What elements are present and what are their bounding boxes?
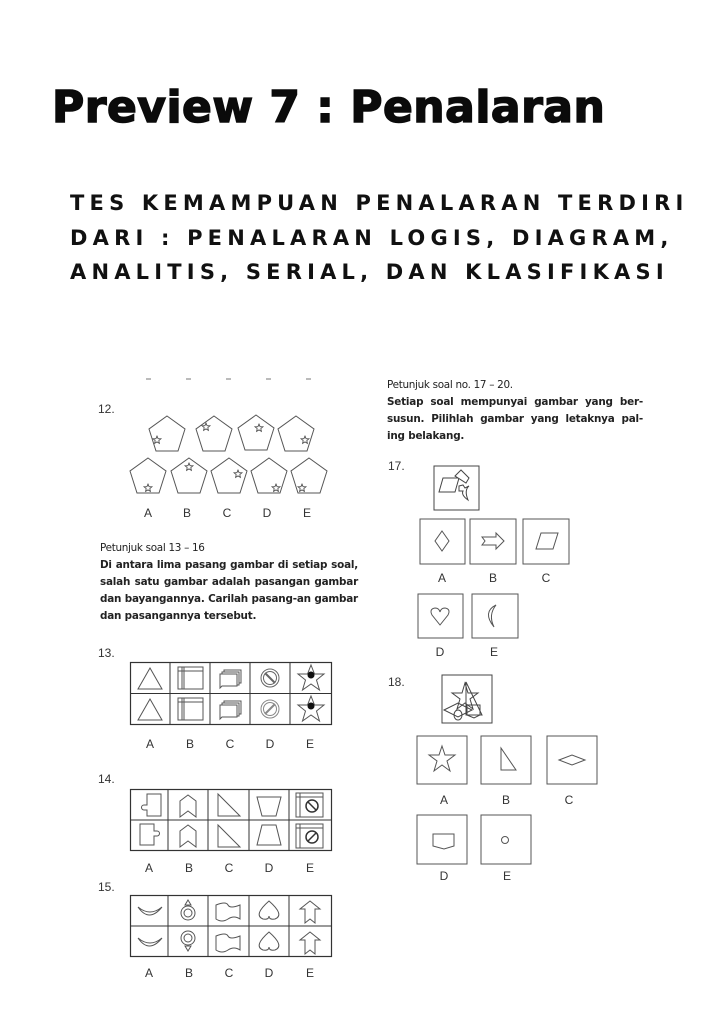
q14-option-c[interactable]: C (224, 861, 234, 875)
q15-option-c[interactable]: C (224, 966, 234, 980)
q17-option-c[interactable]: C (541, 571, 551, 585)
q12-option-b[interactable]: B (182, 506, 191, 520)
q12-option-c[interactable]: C (222, 506, 232, 520)
instructions-17-20-body: Setiap soal mempunyai gambar yang ber-susun. Pilihlah gambar yang letaknya pal-ing belakang. (387, 396, 643, 442)
question-14-number: 14. (98, 772, 115, 786)
q13-option-d[interactable]: D (265, 737, 275, 751)
q18-option-e[interactable]: E (502, 869, 511, 883)
question-15-number: 15. (98, 880, 115, 894)
q17-option-b[interactable]: B (488, 571, 497, 585)
q14-option-d[interactable]: D (264, 861, 274, 875)
q12-option-d[interactable]: D (262, 506, 272, 520)
q14-option-b[interactable]: B (184, 861, 193, 875)
instructions-17-20-heading: Petunjuk soal no. 17 – 20. (387, 379, 513, 391)
q13-option-a[interactable]: A (145, 737, 154, 751)
q13-option-e[interactable]: E (305, 737, 314, 751)
q18-option-d[interactable]: D (439, 869, 449, 883)
question-17-number: 17. (388, 459, 405, 473)
page-subtitle: TES KEMAMPUAN PENALARAN TERDIRI DARI : PENALARAN LOGIS, DIAGRAM, ANALITIS, SERIAL, DAN KLASIFIKASI (70, 191, 689, 284)
question-12-number: 12. (98, 402, 115, 416)
q12-option-a[interactable]: A (143, 506, 152, 520)
question-13-number: 13. (98, 646, 115, 660)
q15-option-b[interactable]: B (184, 966, 193, 980)
q17-option-e[interactable]: E (489, 645, 498, 659)
q15-option-a[interactable]: A (144, 966, 153, 980)
q15-option-e[interactable]: E (305, 966, 314, 980)
q17-option-d[interactable]: D (435, 645, 445, 659)
q13-option-b[interactable]: B (185, 737, 194, 751)
q18-option-b[interactable]: B (501, 793, 510, 807)
instructions-13-16-heading: Petunjuk soal 13 – 16 (100, 542, 205, 554)
q18-option-c[interactable]: C (564, 793, 574, 807)
q17-option-a[interactable]: A (437, 571, 446, 585)
question-18-number: 18. (388, 675, 405, 689)
q15-option-d[interactable]: D (264, 966, 274, 980)
q14-option-a[interactable]: A (144, 861, 153, 875)
q12-option-e[interactable]: E (302, 506, 311, 520)
q13-option-c[interactable]: C (225, 737, 235, 751)
q18-option-a[interactable]: A (439, 793, 448, 807)
page-title: Preview 7 : Penalaran (52, 82, 606, 133)
q14-option-e[interactable]: E (305, 861, 314, 875)
instructions-13-16-body: Di antara lima pasang gambar di setiap soal, salah satu gambar adalah pasangan gambar dan bayangannya. Carilah pasang-an gambar dan pasangannya tersebut. (100, 559, 358, 622)
